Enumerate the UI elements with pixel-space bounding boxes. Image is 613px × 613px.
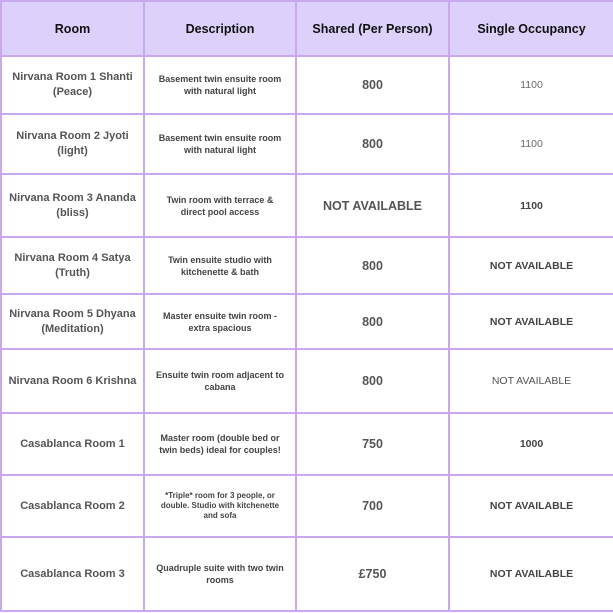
description-cell: Ensuite twin room adjacent to cabana [144,349,296,413]
shared-price-cell: 800 [296,56,449,114]
table-row [1,237,613,294]
single-price-cell: 1100 [449,56,613,114]
table-row [1,475,613,537]
single-price-cell: NOT AVAILABLE [449,294,613,349]
header-shared: Shared (Per Person) [296,1,449,56]
table-row [1,294,613,349]
room-cell: Casablanca Room 2 [1,475,144,537]
header-room: Room [1,1,144,56]
room-cell: Nirvana Room 5 Dhyana (Meditation) [1,294,144,349]
shared-price-cell: £750 [296,537,449,611]
single-price-cell: NOT AVAILABLE [449,537,613,611]
header-description: Description [144,1,296,56]
single-price-cell: 1100 [449,174,613,237]
single-price-cell: NOT AVAILABLE [449,349,613,413]
description-cell: Quadruple suite with two twin rooms [144,537,296,611]
description-cell: Master room (double bed or twin beds) ideal for couples! [144,413,296,475]
shared-price-cell: 800 [296,237,449,294]
single-price-cell: NOT AVAILABLE [449,237,613,294]
room-cell: Casablanca Room 1 [1,413,144,475]
room-cell: Nirvana Room 2 Jyoti (light) [1,114,144,174]
shared-price-cell: 800 [296,294,449,349]
shared-price-cell: 800 [296,349,449,413]
table-row [1,174,613,237]
shared-price-cell: 800 [296,114,449,174]
description-cell: Basement twin ensuite room with natural light [144,56,296,114]
table-row [1,56,613,114]
single-price-cell: 1100 [449,114,613,174]
shared-price-cell: 700 [296,475,449,537]
shared-price-cell: NOT AVAILABLE [296,174,449,237]
description-cell: Twin room with terrace & direct pool access [144,174,296,237]
room-cell: Nirvana Room 1 Shanti (Peace) [1,56,144,114]
room-cell: Nirvana Room 6 Krishna [1,349,144,413]
room-cell: Casablanca Room 3 [1,537,144,611]
description-cell: Twin ensuite studio with kitchenette & bath [144,237,296,294]
single-price-cell: NOT AVAILABLE [449,475,613,537]
description-cell: *Triple* room for 3 people, or double. Studio with kitchenette and sofa [144,475,296,537]
table-row [1,413,613,475]
header-row [1,1,613,56]
table-row [1,537,613,611]
description-cell: Master ensuite twin room - extra spacious [144,294,296,349]
table-row [1,114,613,174]
table-row [1,349,613,413]
shared-price-cell: 750 [296,413,449,475]
room-cell: Nirvana Room 3 Ananda (bliss) [1,174,144,237]
header-single: Single Occupancy [449,1,613,56]
single-price-cell: 1000 [449,413,613,475]
description-cell: Basement twin ensuite room with natural light [144,114,296,174]
room-cell: Nirvana Room 4 Satya (Truth) [1,237,144,294]
